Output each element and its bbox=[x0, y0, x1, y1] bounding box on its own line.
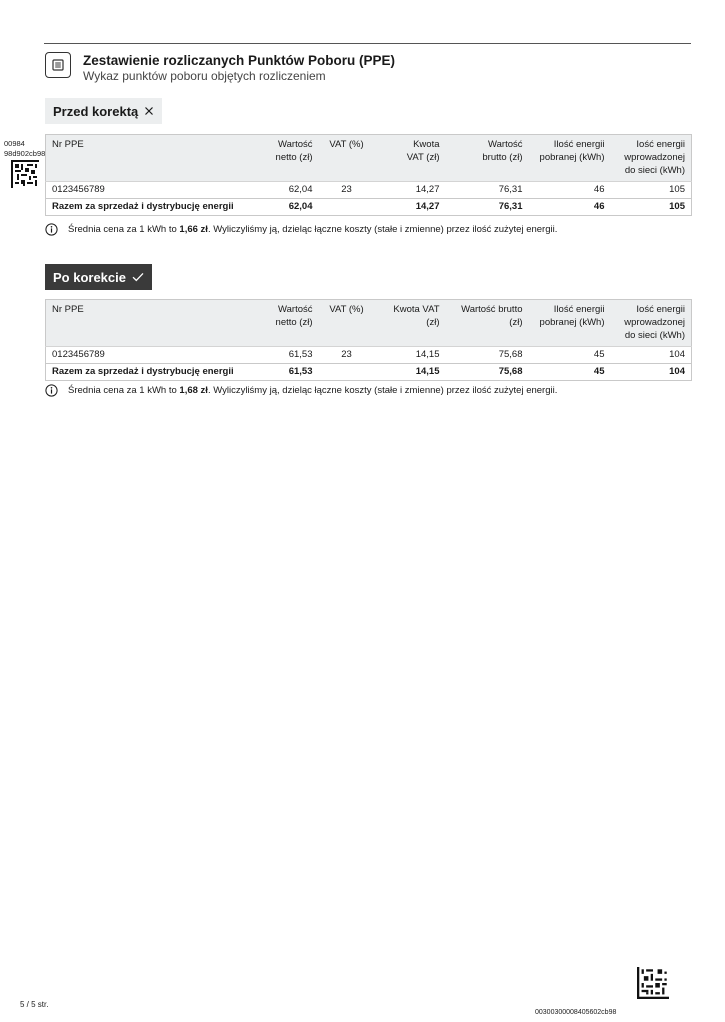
qr-code-icon bbox=[637, 967, 669, 999]
document-code: 00300300008405602cb98 bbox=[535, 1009, 617, 1016]
cell-vat: 23 bbox=[319, 182, 375, 199]
cell-kwota: 14,15 bbox=[375, 347, 446, 364]
cell-brutto: 75,68 bbox=[446, 347, 529, 364]
col-netto: Wartość netto (zł) bbox=[251, 300, 319, 347]
col-kwota-vat: Kwota VAT (zł) bbox=[375, 135, 446, 182]
cell-total-pobrana: 46 bbox=[529, 199, 611, 216]
col-kwota-vat: Kwota VAT (zł) bbox=[375, 300, 446, 347]
cell-wprowadzona: 105 bbox=[611, 182, 692, 199]
cell-total-netto: 62,04 bbox=[251, 199, 319, 216]
col-netto: Wartość netto (zł) bbox=[251, 135, 319, 182]
cell-wprowadzona: 104 bbox=[611, 347, 692, 364]
note-after bbox=[45, 384, 557, 397]
page-subtitle: Wykaz punktów poboru objętych rozliczeniem bbox=[83, 69, 326, 83]
top-rule bbox=[44, 43, 691, 44]
check-icon bbox=[132, 272, 144, 282]
cell-pobrana: 46 bbox=[529, 182, 611, 199]
col-pobrana: Ilość energii pobranej (kWh) bbox=[529, 300, 611, 347]
cell-total-wprowadzona: 104 bbox=[611, 364, 692, 381]
col-vat: VAT (%) bbox=[319, 300, 375, 347]
qr-code-icon bbox=[11, 160, 39, 188]
info-icon bbox=[45, 384, 58, 397]
cell-total-wprowadzona: 105 bbox=[611, 199, 692, 216]
cell-total-kwota: 14,15 bbox=[375, 364, 446, 381]
table-total-row bbox=[46, 364, 692, 381]
cell-brutto: 76,31 bbox=[446, 182, 529, 199]
cell-total-brutto: 76,31 bbox=[446, 199, 529, 216]
note-before bbox=[45, 223, 557, 236]
cell-nr: 0123456789 bbox=[46, 182, 251, 199]
cell-total-vat bbox=[319, 364, 375, 381]
col-nr-ppe: Nr PPE bbox=[46, 300, 251, 347]
col-pobrana: Ilość energii pobranej (kWh) bbox=[529, 135, 611, 182]
tag-before-correction bbox=[45, 98, 162, 124]
page-number: 5 / 5 str. bbox=[20, 1000, 49, 1009]
info-icon bbox=[45, 223, 58, 236]
col-brutto: Wartość brutto (zł) bbox=[446, 135, 529, 182]
col-vat: VAT (%) bbox=[319, 135, 375, 182]
cell-vat: 23 bbox=[319, 347, 375, 364]
col-nr-ppe: Nr PPE bbox=[46, 135, 251, 182]
cell-total-vat bbox=[319, 199, 375, 216]
note-before-text: Średnia cena za 1 kWh to 1,66 zł. Wyliczyliśmy ją, dzieląc łączne koszty (stałe i zmienne) przez ilość zużytej energii. bbox=[68, 224, 558, 235]
tag-before-label: Przed korektą bbox=[53, 103, 139, 119]
table-after bbox=[45, 299, 692, 381]
table-header-row bbox=[46, 300, 692, 347]
cell-total-label: Razem za sprzedaż i dystrybucję energii bbox=[46, 199, 251, 216]
cell-total-pobrana: 45 bbox=[529, 364, 611, 381]
cell-netto: 62,04 bbox=[251, 182, 319, 199]
table-header-row bbox=[46, 135, 692, 182]
close-icon bbox=[144, 106, 154, 116]
cell-kwota: 14,27 bbox=[375, 182, 446, 199]
table-total-row bbox=[46, 199, 692, 216]
document-list-icon bbox=[45, 52, 71, 78]
cell-total-brutto: 75,68 bbox=[446, 364, 529, 381]
tag-after-correction bbox=[45, 264, 152, 290]
side-code-2: 98d902cb98 bbox=[4, 149, 46, 158]
side-code-1: 00984 bbox=[4, 139, 25, 148]
tag-after-label: Po korekcie bbox=[53, 269, 126, 285]
table-row bbox=[46, 182, 692, 199]
cell-pobrana: 45 bbox=[529, 347, 611, 364]
col-brutto: Wartość brutto (zł) bbox=[446, 300, 529, 347]
cell-total-netto: 61,53 bbox=[251, 364, 319, 381]
cell-netto: 61,53 bbox=[251, 347, 319, 364]
table-row bbox=[46, 347, 692, 364]
cell-total-label: Razem za sprzedaż i dystrybucję energii bbox=[46, 364, 251, 381]
table-before bbox=[45, 134, 692, 216]
cell-nr: 0123456789 bbox=[46, 347, 251, 364]
cell-total-kwota: 14,27 bbox=[375, 199, 446, 216]
col-wprowadzona: Iość energii wprowadzonej do sieci (kWh) bbox=[611, 135, 692, 182]
note-after-text: Średnia cena za 1 kWh to 1,68 zł. Wyliczyliśmy ją, dzieląc łączne koszty (stałe i zmienne) przez ilość zużytej energii. bbox=[68, 385, 558, 396]
col-wprowadzona: Iość energii wprowadzonej do sieci (kWh) bbox=[611, 300, 692, 347]
page-title: Zestawienie rozliczanych Punktów Poboru (PPE) bbox=[83, 53, 396, 68]
